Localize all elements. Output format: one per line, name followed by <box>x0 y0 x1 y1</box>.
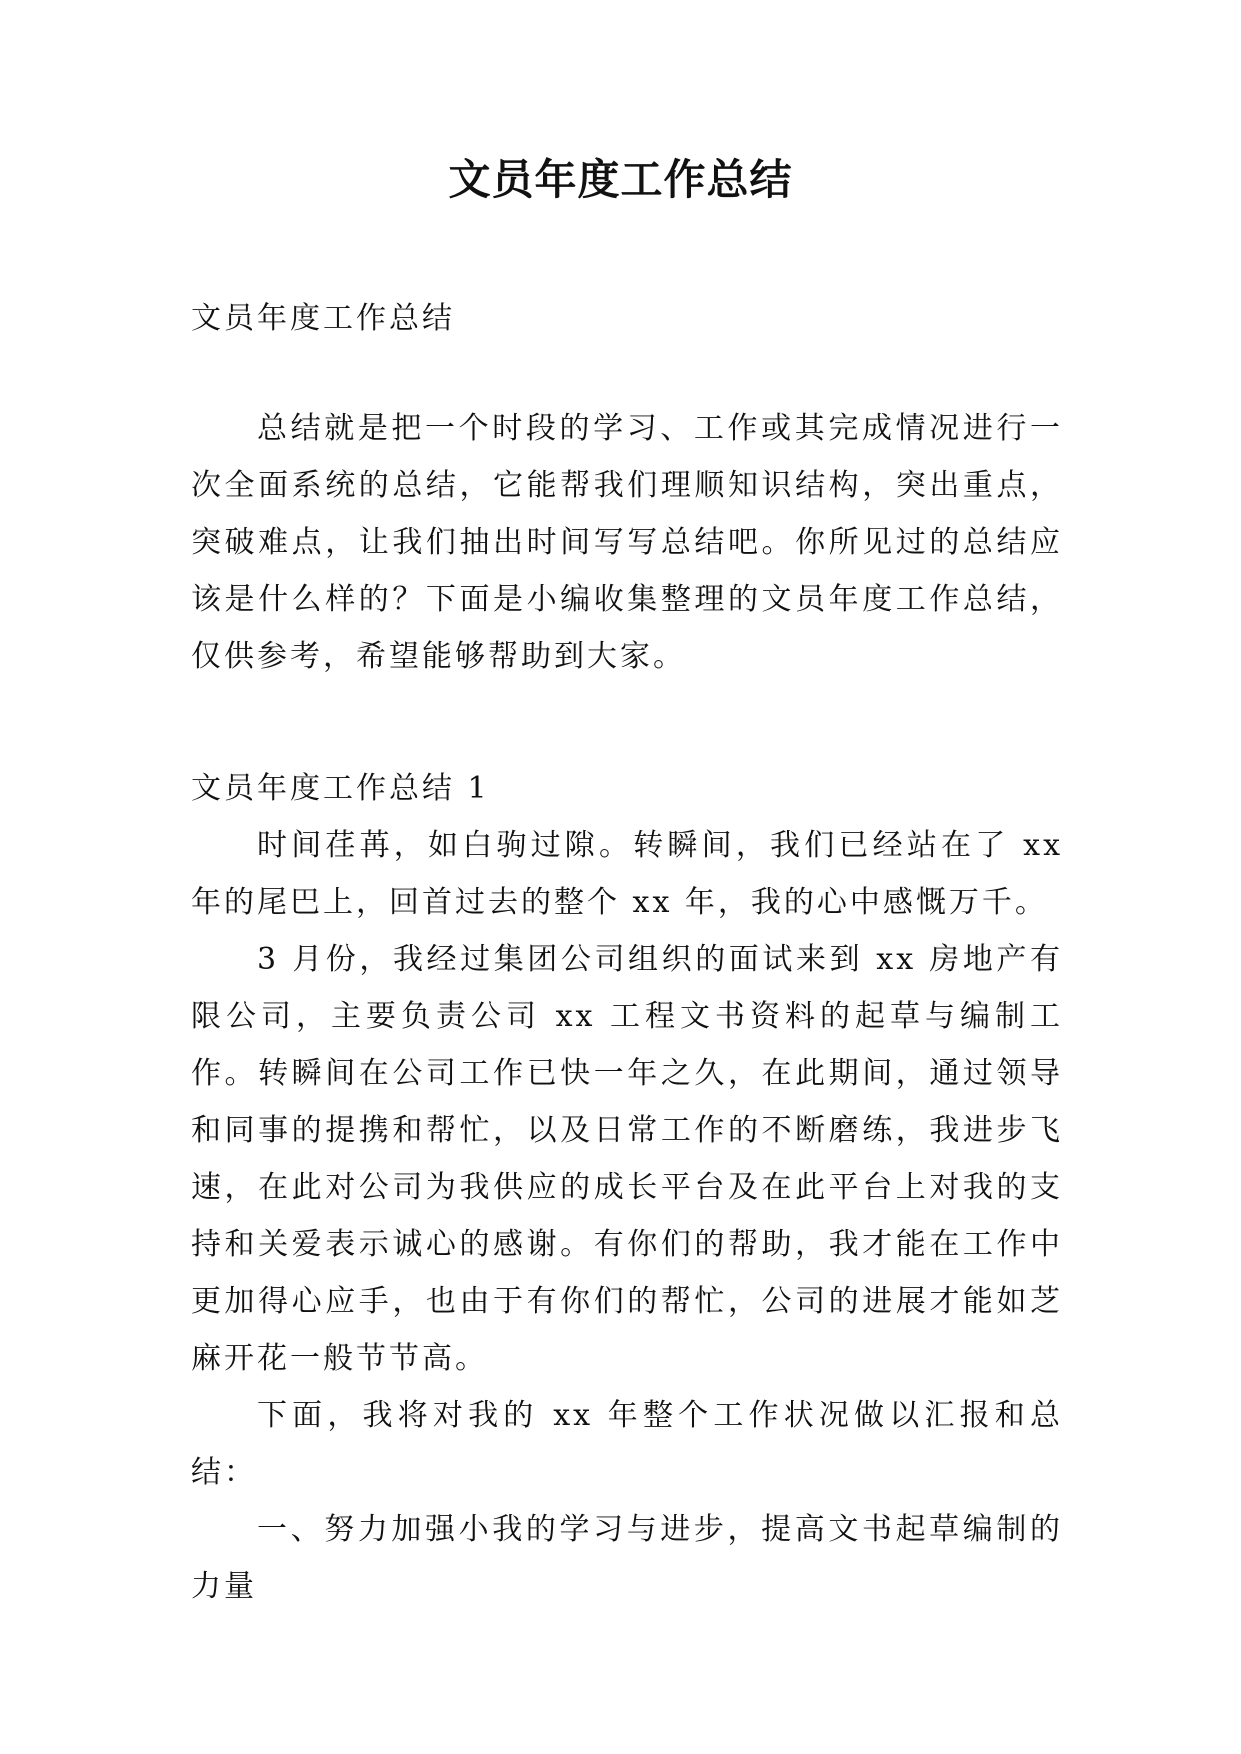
document-subtitle: 文员年度工作总结 <box>191 301 455 336</box>
intro-paragraph: 总结就是把一个时段的学习、工作或其完成情况进行一次全面系统的总结，它能帮我们理顺知识结构，突出重点，突破难点，让我们抽出时间写写总结吧。你所见过的总结应该是什么样的？下面是小编收集整理的文员年度工作总结，仅供参考，希望能够帮助到大家。 <box>191 411 1063 674</box>
section-content <box>191 817 1063 1615</box>
document-title: 文员年度工作总结 <box>448 155 793 204</box>
paragraph-2: 3 月份，我经过集团公司组织的面试来到 xx 房地产有限公司，主要负责公司 xx 工程文书资料的起草与编制工作。转瞬间在公司工作已快一年之久，在此期间，通过领导和同事的提携和帮忙，以及日常工作的不断磨练，我进步飞速，在此对公司为我供应的成长平台及在此平台上对我的支持和关爱表示诚心的感谢。有你们的帮助，我才能在工作中更加得心应手，也由于有你们的帮忙，公司的进展才能如芝麻开花一般节节高。 <box>191 942 1063 1376</box>
paragraph-3: 下面，我将对我的 xx 年整个工作状况做以汇报和总结： <box>191 1398 1063 1490</box>
paragraph-4: 一、努力加强小我的学习与进步，提高文书起草编制的力量 <box>191 1512 1063 1604</box>
paragraph-1: 时间荏苒，如白驹过隙。转瞬间，我们已经站在了 xx 年的尾巴上，回首过去的整个 xx 年，我的心中感慨万千。 <box>191 828 1063 920</box>
section-heading: 文员年度工作总结 1 <box>191 771 490 806</box>
